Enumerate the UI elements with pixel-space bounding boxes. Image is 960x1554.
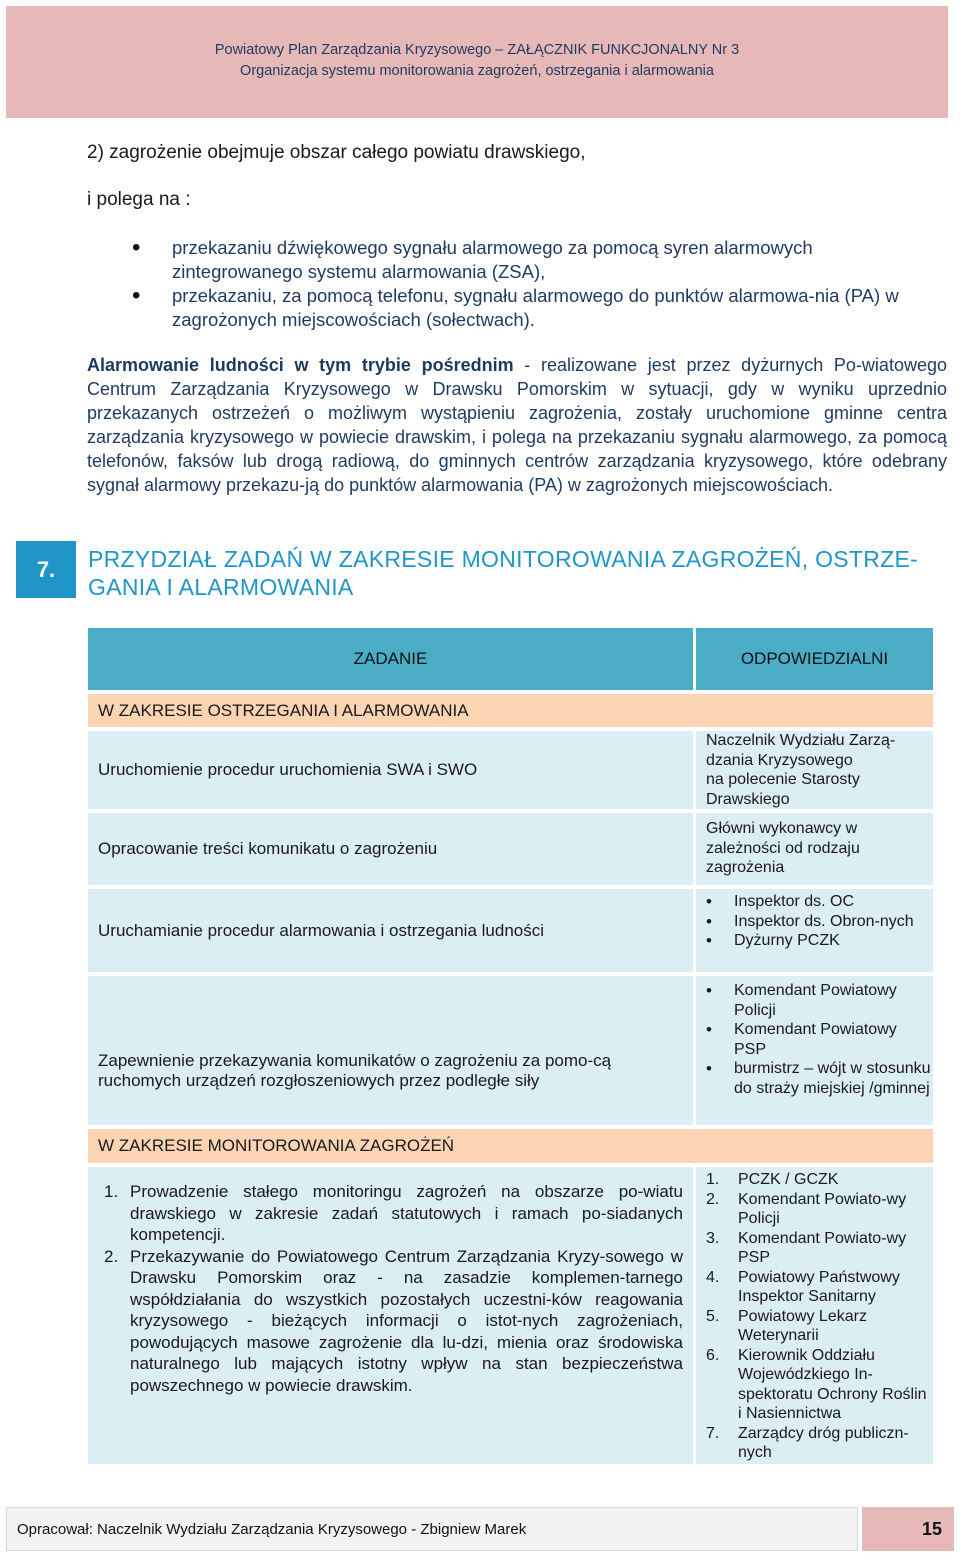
- table-row-responsible: [696, 813, 933, 885]
- responsible-line: na polecenie Starosty: [706, 771, 860, 788]
- alarm-paragraph: [87, 353, 947, 497]
- list-item: • Dyżurny PCZK: [706, 931, 933, 951]
- item-number: 6.: [706, 1346, 720, 1364]
- responsible-line: zagrożenia: [706, 859, 785, 876]
- responsible-line: Naczelnik Wydziału Zarzą-: [706, 732, 896, 749]
- list-item: • Inspektor ds. OC: [706, 892, 933, 912]
- table-group-monitoring: W ZAKRESIE MONITOROWANIA ZAGROŻEŃ: [88, 1129, 933, 1163]
- list-item: • przekazaniu dźwiękowego sygnału alarmowego za pomocą syren alarmowych zintegrowanego systemu alarmowania (ZSA),: [132, 236, 947, 284]
- list-item: [706, 1170, 933, 1190]
- header-title: Powiatowy Plan Zarządzania Kryzysowego – ZAŁĄCZNIK FUNKCJONALNY Nr 3: [214, 42, 740, 58]
- list-item: [706, 1346, 933, 1424]
- table-header-responsible: ODPOWIEDZIALNI: [696, 628, 933, 690]
- table-row-task: Uruchomienie procedur uruchomienia SWA i SWO: [88, 731, 693, 809]
- responsible-line: dzania Kryzysowego: [706, 751, 853, 769]
- table-row-responsible: [696, 889, 933, 972]
- section-title-line2: GANIA I ALARMOWANIA: [88, 574, 354, 600]
- monitoring-tasks-cell: [88, 1167, 693, 1464]
- list-item: [706, 1307, 933, 1346]
- list-item: [706, 1229, 933, 1268]
- table-row-responsible: [696, 976, 933, 1125]
- responsible-line: zależności od rodzaju: [706, 839, 860, 857]
- item-text: Przekazywanie do Powiatowego Centrum Zarządzania Kryzy-sowego w Drawsku Pomorskim oraz - na zasadzie komplemen-tarnego współdziałania do wszystkich pozostałych uczestni-ków reagowania kryzysowego - bieżących informacji o istot-nych zagrożeniach, powodujących masowe zagrożenie dla lu-dzi, mienia oraz środowiska naturalnego lub mających istotny wpływ na stan bezpieczeństwa powszechnego w powiecie drawskim.: [130, 1246, 683, 1395]
- paragraph-body: - realizowane jest przez dyżurnych Po-wiatowego Centrum Zarządzania Kryzysowego w Drawsku Pomorskim w sytuacji, gdy w wyniku uprzednio przekazanych ostrzeżeń o możliwym wystąpieniu zagrożenia, zostały uruchomione gminne centra zarządzania kryzysowego w powiecie drawskim, i polega na przekazaniu sygnału alarmowego, za pomocą telefonów, faksów lub drogą radiową, do gminnych centrów zarządzania kryzysowego, które odebrany sygnał alarmowy przekazu-ją do punktów alarmowania (PA) w zagrożonych miejscowościach.: [87, 355, 947, 495]
- alarm-methods-list: [132, 236, 947, 332]
- paragraph-bold-lead: Alarmowanie ludności w tym trybie pośrednim: [87, 355, 514, 375]
- section-title: [88, 545, 948, 601]
- monitoring-responsible-list: [706, 1170, 933, 1463]
- item-number: 5.: [706, 1307, 720, 1325]
- list-item: [98, 1246, 683, 1397]
- page-header: [6, 6, 948, 118]
- list-item: [706, 1424, 933, 1463]
- section-title-line1: PRZYDZIAŁ ZADAŃ W ZAKRESIE MONITOROWANIA ZAGROŻEŃ, OSTRZE-: [88, 546, 919, 572]
- list-item: [706, 1190, 933, 1229]
- list-item: • Komendant Powiatowy PSP: [706, 1020, 933, 1059]
- section-number-badge: 7.: [16, 541, 76, 598]
- list-item: • Inspektor ds. Obron-nych: [706, 912, 933, 932]
- table-header-task: ZADANIE: [88, 628, 693, 690]
- list-item: • Komendant Powiatowy Policji: [706, 981, 933, 1020]
- table-row-task: Uruchamianie procedur alarmowania i ostrzegania ludności: [88, 889, 693, 972]
- item-number: 1.: [706, 1171, 720, 1188]
- item-text: Komendant Powiato-wy PSP: [738, 1229, 907, 1266]
- table-group-warning: W ZAKRESIE OSTRZEGANIA I ALARMOWANIA: [88, 694, 933, 727]
- monitoring-responsible-cell: [696, 1167, 933, 1464]
- responsible-line: Główni wykonawcy w: [706, 820, 858, 837]
- table-row-task: Zapewnienie przekazywania komunikatów o zagrożeniu za pomo-cą ruchomych urządzeń rozgłoszeniowych przez podległe siły: [88, 976, 693, 1125]
- item-number: 1.: [104, 1182, 119, 1201]
- monitoring-tasks-list: [98, 1181, 683, 1396]
- list-item: • przekazaniu, za pomocą telefonu, sygnału alarmowego do punktów alarmowa-nia (PA) w zagrożonych miejscowościach (sołectwach).: [132, 284, 947, 332]
- header-subtitle: Organizacja systemu monitorowania zagrożeń, ostrzegania i alarmowania: [240, 63, 714, 79]
- responsible-list: [706, 981, 933, 1098]
- section2-intro: i polega na :: [87, 189, 191, 210]
- list-item: • burmistrz – wójt w stosunku do straży miejskiej /gminnej: [706, 1059, 933, 1098]
- list-item: [98, 1181, 683, 1246]
- table-row-responsible: [696, 731, 933, 809]
- item-text: Kierownik Oddziału Wojewódzkiego In-spektoratu Ochrony Roślin i Nasiennictwa: [738, 1346, 927, 1422]
- responsible-line: Drawskiego: [706, 790, 790, 808]
- item-text: Powiatowy Państwowy Inspektor Sanitarny: [738, 1268, 900, 1305]
- page-number: 15: [862, 1507, 954, 1551]
- list-item: [706, 1268, 933, 1307]
- item-text: Powiatowy Lekarz Weterynarii: [738, 1307, 867, 1344]
- item-text: Zarządcy dróg publiczn-nych: [738, 1424, 909, 1461]
- item-text: Prowadzenie stałego monitoringu zagrożeń na obszarze po-wiatu drawskiego w zakresie zadań statutowych i ramach po-siadanych kompetencji.: [130, 1182, 683, 1244]
- item-number: 4.: [706, 1268, 720, 1286]
- item-text: Komendant Powiato-wy Policji: [738, 1190, 907, 1227]
- item-number: 2.: [104, 1246, 119, 1266]
- item-number: 2.: [706, 1190, 720, 1208]
- responsible-list: [706, 892, 933, 951]
- section2-heading: 2) zagrożenie obejmuje obszar całego powiatu drawskiego,: [87, 142, 586, 163]
- item-number: 7.: [706, 1424, 720, 1442]
- table-row-task: Opracowanie treści komunikatu o zagrożeniu: [88, 813, 693, 885]
- page-footer-author: Opracował: Naczelnik Wydziału Zarządzania Kryzysowego - Zbigniew Marek: [6, 1507, 858, 1551]
- item-text: PCZK / GCZK: [738, 1171, 839, 1188]
- item-number: 3.: [706, 1229, 720, 1247]
